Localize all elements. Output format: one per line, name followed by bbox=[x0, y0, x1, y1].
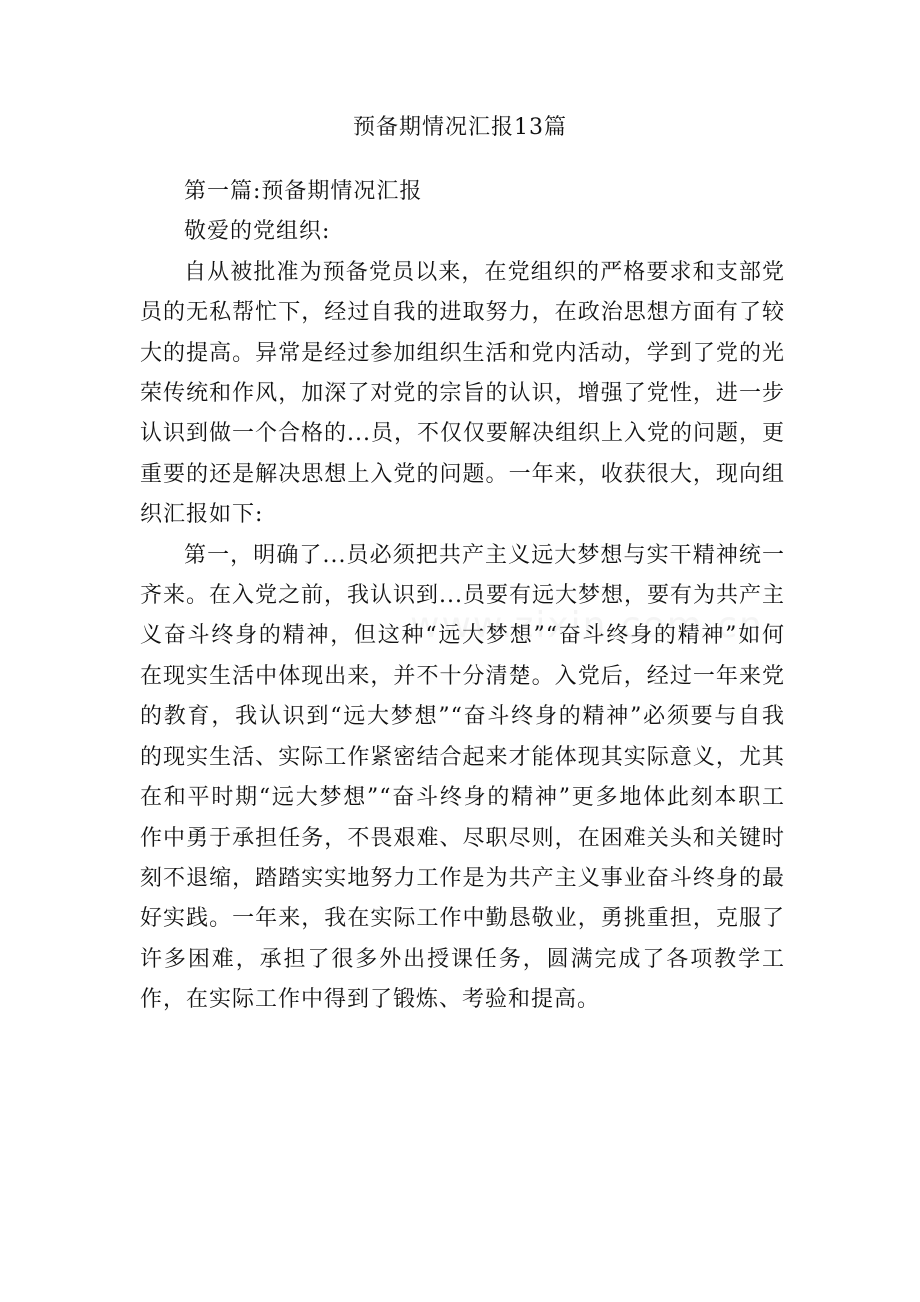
section-heading: 第一篇:预备期情况汇报 bbox=[184, 179, 423, 204]
paragraph-1: 自从被批准为预备党员以来，在党组织的严格要求和支部党员的无私帮忙下，经过自我的进取努力，在政治思想方面有了较大的提高。异常是经过参加组织生活和党内活动，学到了党的光荣传统和作风，加深了对党的宗旨的认识，增强了党性，进一步认识到做一个合格的...员，不仅仅要解决组织上入党的问题，更重要的还是解决思想上入党的问题。一年来，收获很大，现向组织汇报如下: bbox=[140, 259, 785, 528]
paragraph-2: 第一，明确了...员必须把共产主义远大梦想与实干精神统一齐来。在入党之前，我认识到...员要有远大梦想，要有为共产主义奋斗终身的精神，但这种“远大梦想”“奋斗终身的精神”如何在现实生活中体现出来，并不十分清楚。入党后，经过一年来党的教育，我认识到“远大梦想”“奋斗终身的精神”必须要与自我的现实生活、实际工作紧密结合起来才能体现其实际意义，尤其在和平时期“远大梦想”“奋斗终身的精神”更多地体此刻本职工作中勇于承担任务，不畏艰难、尽职尽则，在困难关头和关键时刻不退缩，踏踏实实地努力工作是为共产主义事业奋斗终身的最好实践。一年来，我在实际工作中勤恳敬业，勇挑重担，克服了许多困难，承担了很多外出授课任务，圆满完成了各项教学工作，在实际工作中得到了锻炼、考验和提高。 bbox=[140, 542, 785, 1013]
document-body bbox=[140, 172, 785, 1021]
salutation: 敬爱的党组织: bbox=[184, 219, 331, 245]
document-title: 预备期情况汇报13篇 bbox=[353, 115, 567, 140]
